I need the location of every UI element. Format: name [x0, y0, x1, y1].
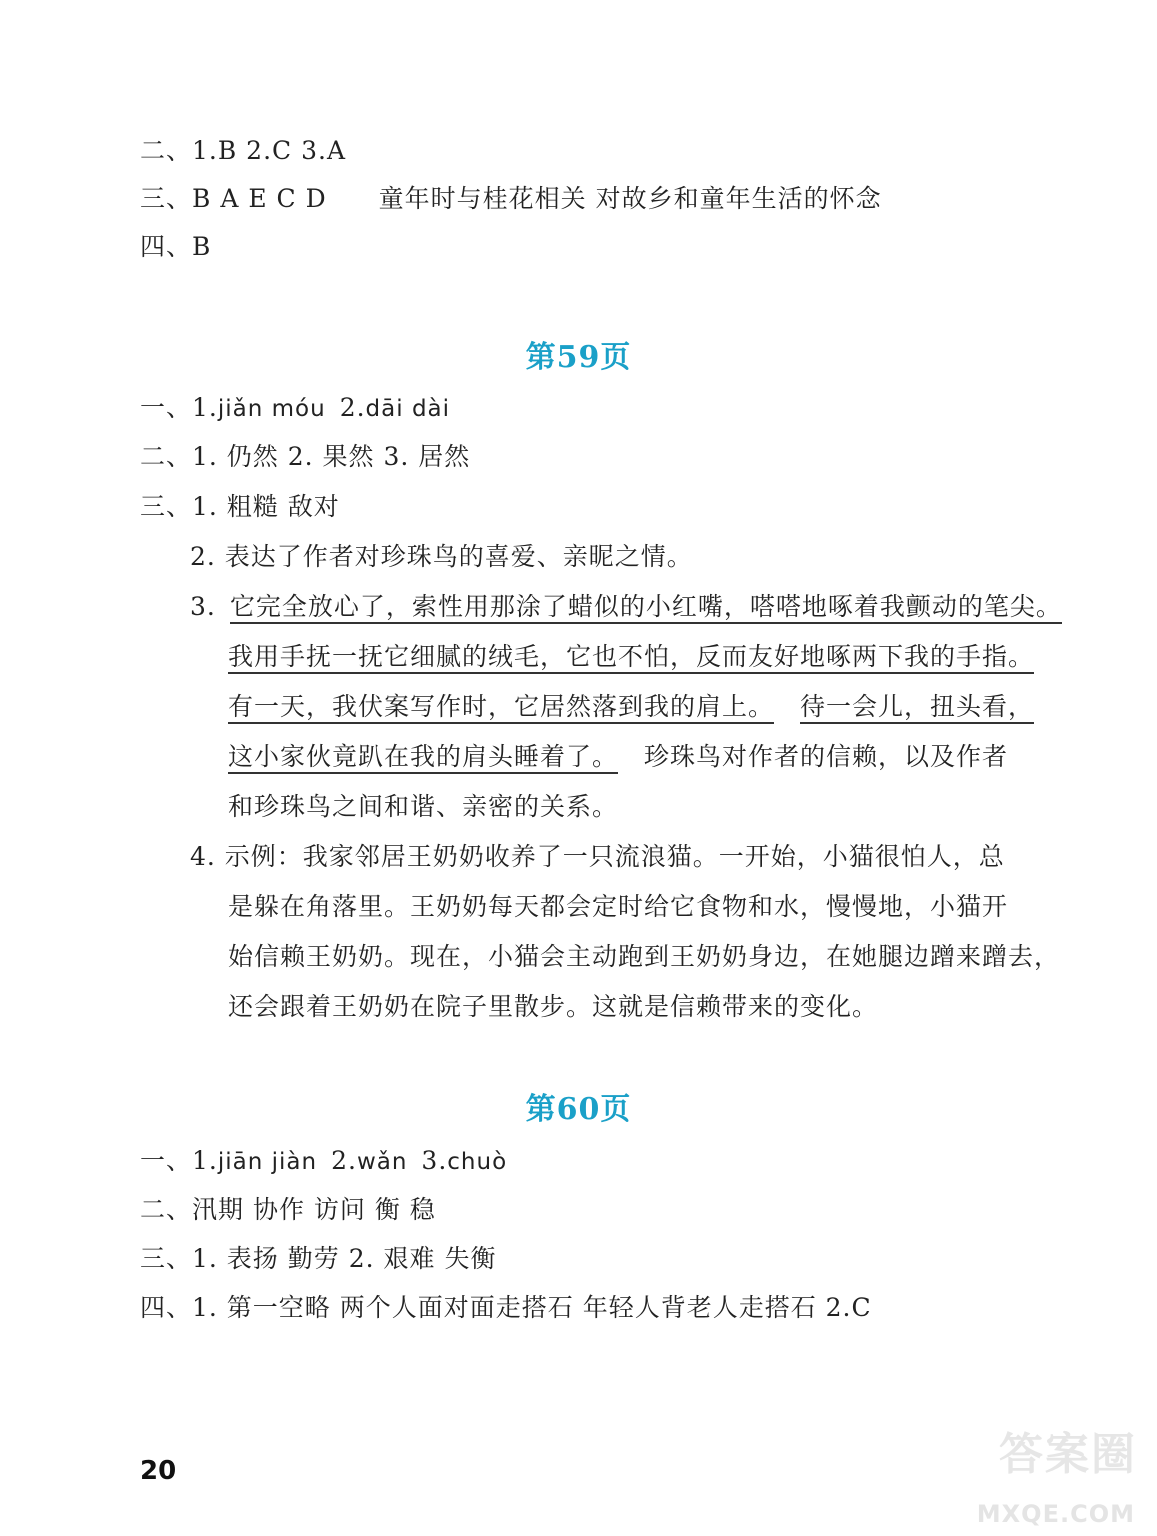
section-heading-p60: 第60页	[525, 1092, 632, 1127]
pinyin: wǎn	[356, 1149, 408, 1175]
answer-line: 还会跟着王奶奶在院子里散步。这就是信赖带来的变化。	[228, 992, 879, 1021]
item-number: 3.	[190, 592, 216, 621]
page-number: 20	[140, 1456, 177, 1486]
watermark-logo: 答案圈	[999, 1429, 1137, 1480]
answer-line	[140, 391, 450, 426]
answer-line: 四、B	[140, 232, 212, 261]
underlined-quote: 这小家伙竟趴在我的肩头睡着了。	[228, 742, 618, 774]
pinyin: jiān jiàn	[217, 1149, 318, 1175]
answer-line: 三、1. 表扬 勤劳 2. 艰难 失衡	[140, 1244, 497, 1273]
answer-text: 童年时与桂花相关 对故乡和童年生活的怀念	[378, 184, 882, 213]
underlined-quote: 它完全放心了，索性用那涂了蜡似的小红嘴，嗒嗒地啄着我颤动的笔尖。	[230, 592, 1062, 624]
pinyin: dāi dài	[365, 396, 451, 422]
answer-line: 和珍珠鸟之间和谐、亲密的关系。	[228, 792, 619, 821]
item-number: 一、1.	[140, 1146, 218, 1175]
answer-line: 4. 示例：我家邻居王奶奶收养了一只流浪猫。一开始，小猫很怕人，总	[190, 842, 1005, 871]
section-heading-p59: 第59页	[525, 340, 632, 375]
underlined-quote: 待一会儿，扭头看，	[800, 692, 1034, 724]
underlined-quote: 我用手抚一抚它细腻的绒毛，它也不怕，反而友好地啄两下我的手指。	[228, 642, 1034, 674]
answer-line	[190, 590, 1062, 624]
answer-line: 二、汛期 协作 访问 衡 稳	[140, 1195, 436, 1224]
underlined-quote: 有一天，我伏案写作时，它居然落到我的肩上。	[228, 692, 774, 724]
item-number: 2.	[331, 1146, 357, 1175]
answer-line: 三、1. 粗糙 敌对	[140, 492, 340, 521]
watermark-site: MXQE.COM	[976, 1500, 1135, 1528]
pinyin: jiǎn móu	[217, 396, 326, 422]
answer-line: 2. 表达了作者对珍珠鸟的喜爱、亲昵之情。	[190, 542, 693, 571]
answer-options: 三、B A E C D	[140, 184, 327, 213]
answer-line	[228, 740, 1008, 774]
answer-text: 珍珠鸟对作者的信赖，以及作者	[644, 742, 1009, 771]
item-number: 3.	[421, 1146, 448, 1175]
answer-line: 二、1. 仍然 2. 果然 3. 居然	[140, 442, 471, 471]
item-number: 一、1.	[140, 393, 218, 422]
answer-line: 二、1.B 2.C 3.A	[140, 136, 347, 165]
answer-line	[140, 182, 882, 216]
answer-line: 四、1. 第一空略 两个人面对面走搭石 年轻人背老人走搭石 2.C	[140, 1293, 872, 1322]
answer-line: 是躲在角落里。王奶奶每天都会定时给它食物和水，慢慢地，小猫开	[228, 892, 1009, 921]
answer-line	[228, 640, 1034, 674]
item-number: 2.	[339, 393, 366, 422]
answer-line: 始信赖王奶奶。现在，小猫会主动跑到王奶奶身边，在她腿边蹭来蹭去，	[228, 942, 1061, 971]
answer-line	[228, 690, 1034, 724]
watermark	[957, 1418, 1137, 1528]
pinyin: chuò	[447, 1149, 508, 1175]
answer-line	[140, 1144, 507, 1179]
